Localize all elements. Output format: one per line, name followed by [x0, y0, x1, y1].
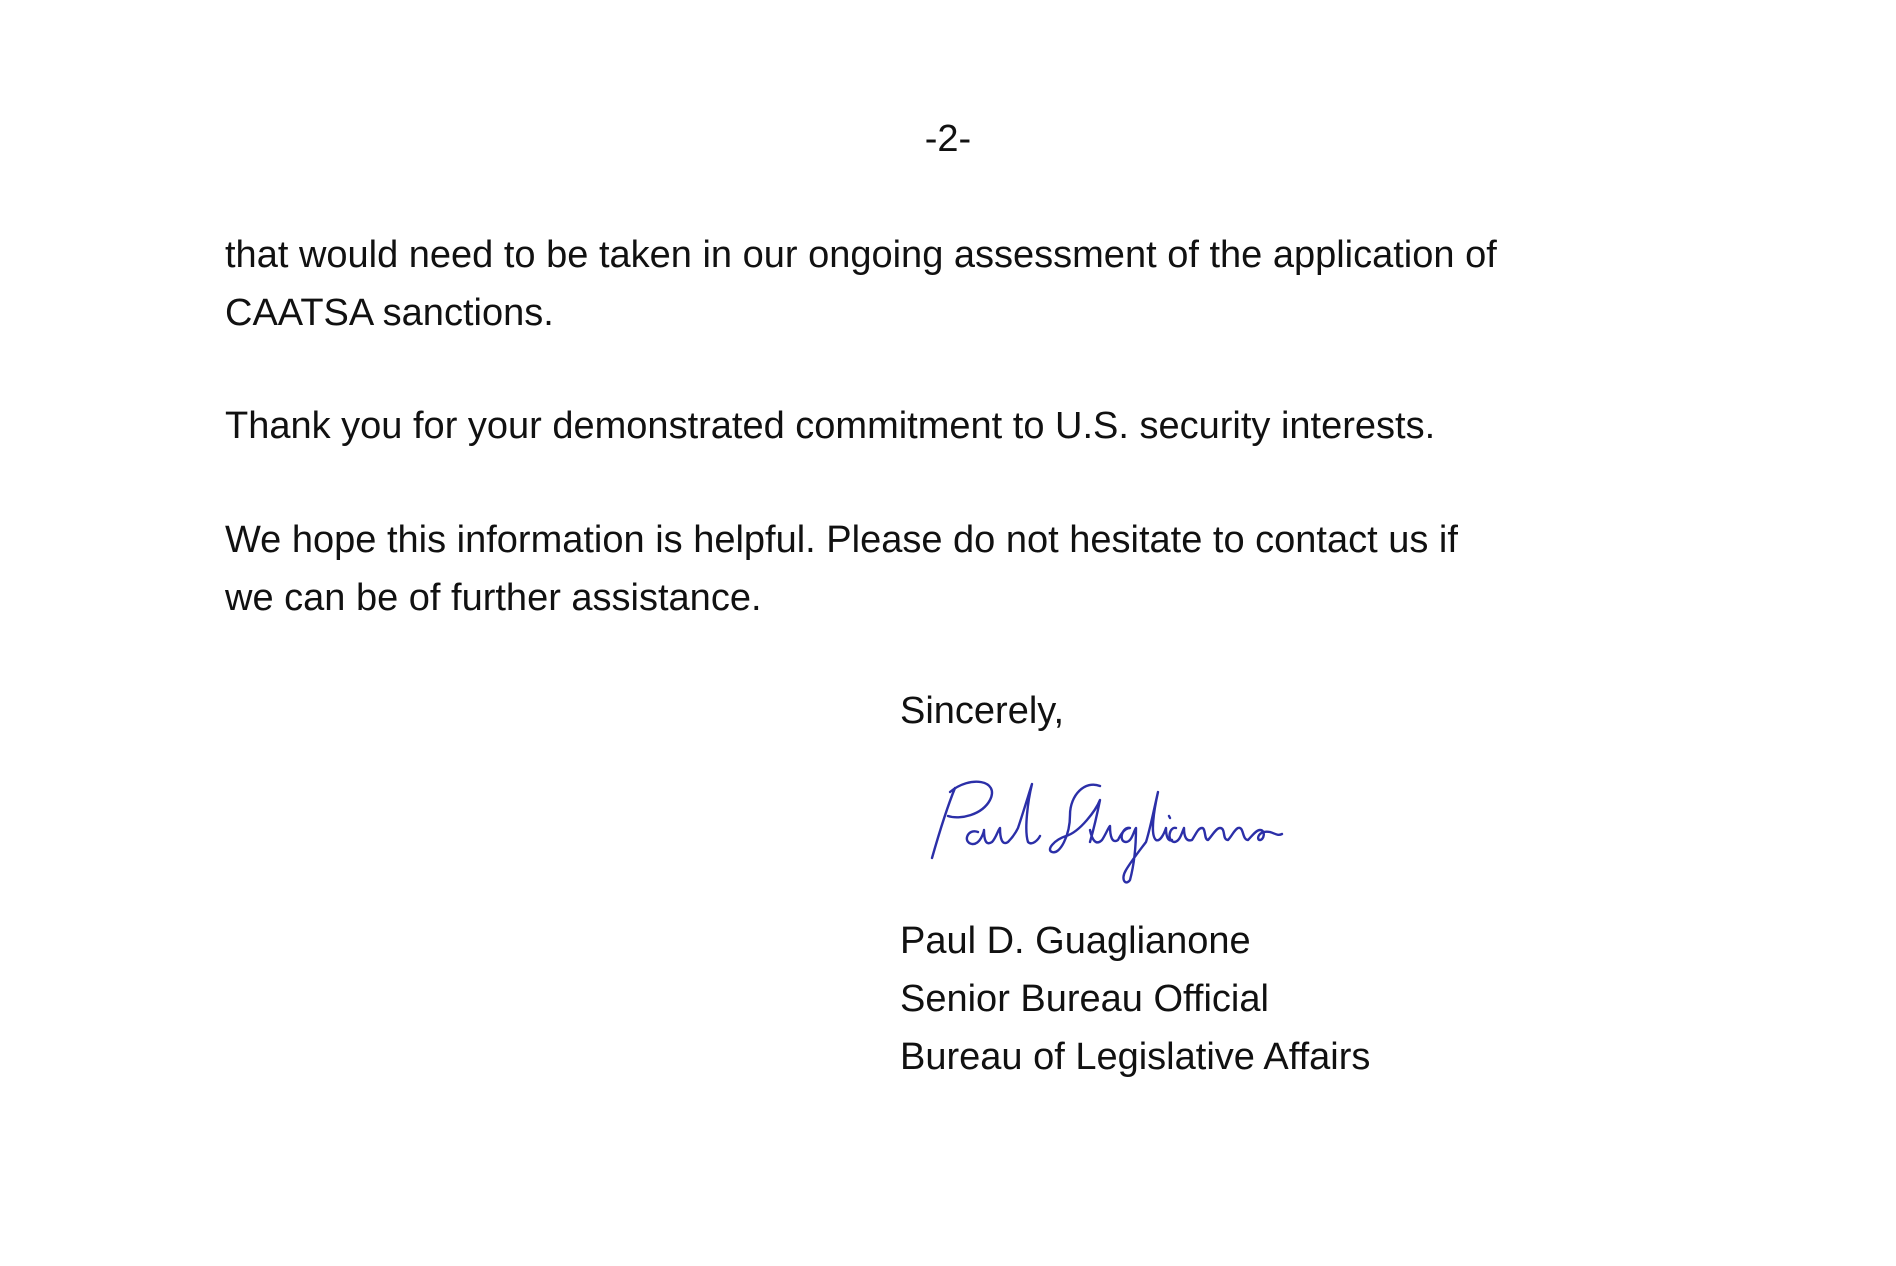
signer-bureau: Bureau of Legislative Affairs [900, 1036, 1371, 1078]
signer-name: Paul D. Guaglianone [900, 920, 1251, 962]
paragraph-helpful [225, 511, 1705, 627]
signer-title: Senior Bureau Official [900, 978, 1269, 1020]
paragraph-line: We hope this information is helpful. Please do not hesitate to contact us if [225, 519, 1458, 561]
page-number: -2- [924, 118, 972, 160]
paragraph-assessment [225, 226, 1705, 342]
paragraph-thanks: Thank you for your demonstrated commitment to U.S. security interests. [225, 405, 1436, 447]
paragraph-line: we can be of further assistance. [225, 577, 762, 619]
handwritten-signature [920, 770, 1290, 890]
closing-salutation: Sincerely, [900, 690, 1065, 732]
paragraph-line: that would need to be taken in our ongoing assessment of the application of [225, 234, 1497, 276]
paragraph-line: CAATSA sanctions. [225, 292, 554, 334]
signature-block [900, 912, 1370, 1086]
